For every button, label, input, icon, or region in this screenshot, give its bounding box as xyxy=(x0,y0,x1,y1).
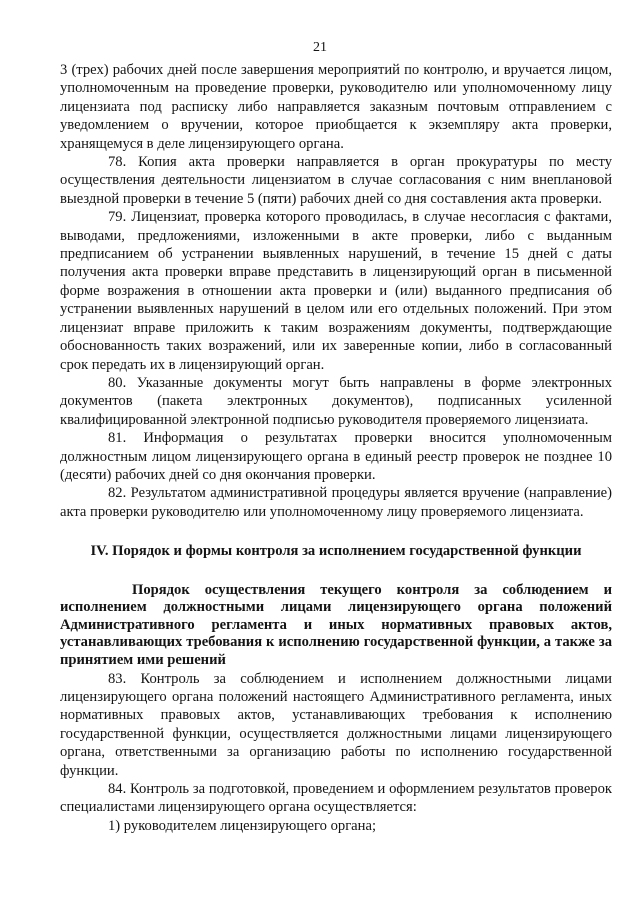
paragraph-81: 81. Информация о результатах проверки вносится уполномоченным должностным лицом лицензирующего органа в единый реестр проверок не позднее 10 (десяти) рабочих дней со дня окончания проверки. xyxy=(60,430,612,483)
paragraph-80: 80. Указанные документы могут быть направлены в форме электронных документов (пакета электронных документов), подписанных усиленной квалифицированной электронной подписью руководителя проверяемого лицензиата. xyxy=(60,374,612,428)
section-heading: IV. Порядок и формы контроля за исполнением государственной функции xyxy=(90,543,582,560)
paragraph-77-continuation: 3 (трех) рабочих дней после завершения мероприятий по контролю, и вручается лицом, уполномоченным на проведение проверки, руководителю или уполномоченному лицу лицензиата под расписку либо направляется заказным почтовым отправлением с уведомлением о вручении, которое приобщается к экземпляру акта проверки, хранящемуся в деле лицензирующего органа. xyxy=(60,62,612,152)
document-body xyxy=(60,61,612,835)
paragraph-78: 78. Копия акта проверки направляется в орган прокуратуры по месту осуществления деятельности лицензиатом в случае согласования с ним внеплановой выездной проверки в течение 5 (пяти) рабочих дней со дня составления акта проверки. xyxy=(60,154,612,207)
page-number: 21 xyxy=(313,40,327,55)
paragraph-82: 82. Результатом административной процедуры является вручение (направление) акта проверки руководителю или уполномоченному лицу проверяемого лицензиата. xyxy=(60,485,612,520)
paragraph-84: 84. Контроль за подготовкой, проведением и оформлением результатов проверок специалистами лицензирующего органа осуществляется: xyxy=(60,780,612,816)
paragraph-83: 83. Контроль за соблюдением и исполнением должностными лицами лицензирующего органа положений настоящего Административного регламента, иных нормативных правовых актов, устанавливающих требования к исполнению государственной функции, осуществляется должностными лицами лицензирующего органа, ответственными за организацию работы по исполнению государственной функции. xyxy=(60,670,612,779)
subsection-heading: Порядок осуществления текущего контроля за соблюдением и исполнением должностными лицами лицензирующего органа положений Административного регламента и иных нормативных правовых актов, устанавливающих требования к исполнению государственной функции, а также за принятием ими решений xyxy=(60,581,612,668)
list-item-1: 1) руководителем лицензирующего органа; xyxy=(108,817,377,834)
paragraph-79: 79. Лицензиат, проверка которого проводилась, в случае несогласия с фактами, выводами, предложениями, изложенными в акте проверки, либо с выданным предписанием об устранении выявленных нарушений, в течение 15 дней с даты получения акта проверки вправе представить в лицензирующий орган в письменной форме возражения в отношении акта проверки и (или) выданного предписания об устранении выявленных нарушений в целом или его отдельных положений. При этом лицензиат вправе приложить к таким возражениям документы, подтверждающие обоснованность таких возражений, или их заверенные копии, либо в согласованный срок передать их в лицензирующий орган. xyxy=(60,209,612,373)
